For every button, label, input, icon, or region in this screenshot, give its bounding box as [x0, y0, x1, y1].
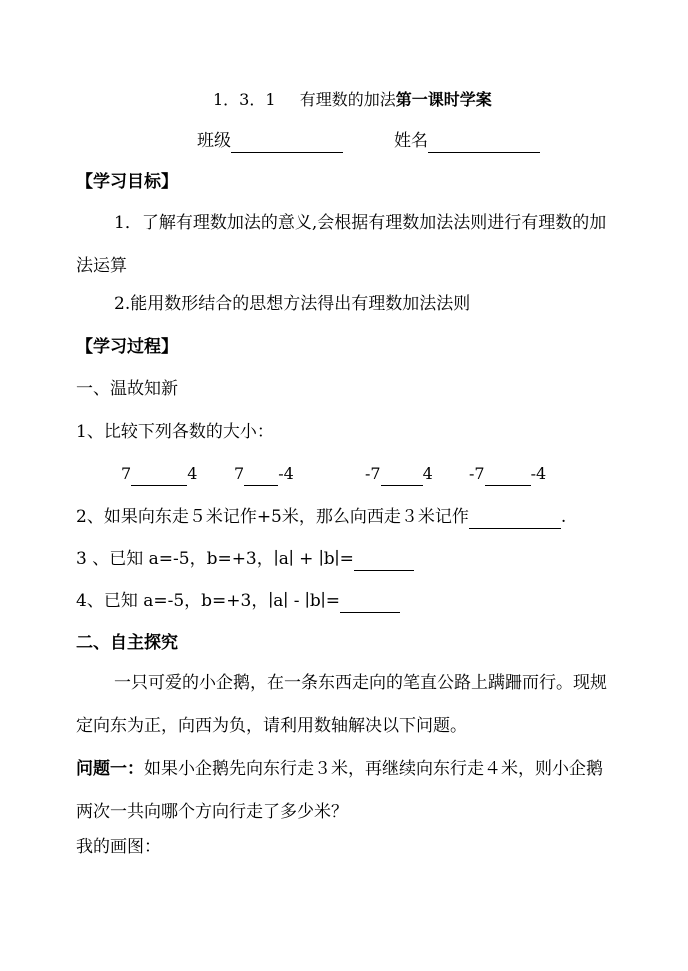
review-question-1: 1、比较下列各数的大小： [76, 422, 274, 442]
review-question-2: 2、如果向东走５米记作+5米，那么向西走３米记作 . [76, 507, 567, 527]
page-title [213, 88, 492, 112]
q2-blank[interactable] [469, 510, 561, 529]
q3-blank[interactable] [354, 552, 414, 571]
compare-item-2: 7 -4 [234, 462, 294, 486]
process-heading: 【学习过程】 [76, 337, 178, 357]
compare-item-4: -7 -4 [469, 462, 546, 486]
review-heading: 一、温故知新 [76, 379, 178, 399]
compare-item-1: 7 4 [121, 462, 197, 486]
goal-item-2: 2.能用数形结合的思想方法得出有理数加法法则 [114, 294, 471, 314]
compare-blank-3[interactable] [381, 467, 423, 486]
review-question-4: 4、已知 a=-5，b=+3，∣a∣ - ∣b∣= [76, 589, 400, 613]
class-blank[interactable] [231, 134, 343, 153]
problem-1 [76, 748, 616, 834]
compare-item-3: -7 4 [365, 462, 433, 486]
goal-item-1: 1．了解有理数加法的意义,会根据有理数加法法则进行有理数的加法运算 [76, 213, 607, 276]
explore-heading: 二、自主探究 [76, 633, 178, 653]
class-field [197, 129, 343, 153]
title-part2: 第一课时学案 [395, 90, 492, 109]
goals-heading: 【学习目标】 [76, 172, 178, 192]
compare-blank-1[interactable] [131, 467, 187, 486]
drawing-label: 我的画图： [76, 837, 161, 857]
explore-paragraph: 一只可爱的小企鹅，在一条东西走向的笔直公路上蹒跚而行。现规定向东为正，向西为负，请利用数轴解决以下问题。 [76, 673, 607, 736]
problem-1-text: 如果小企鹅先向东行走３米，再继续向东行走４米，则小企鹅两次一共向哪个方向行走了多少米？ [76, 759, 603, 822]
title-number: 1．3．1 [213, 90, 276, 109]
class-label: 班级 [197, 131, 231, 151]
review-question-3: 3 、已知 a=-5，b=+3，∣a∣ + ∣b∣= [76, 547, 414, 571]
title-part1: 有理数的加法 [299, 90, 396, 109]
compare-blank-4[interactable] [485, 467, 531, 486]
name-blank[interactable] [428, 134, 540, 153]
q4-blank[interactable] [340, 594, 400, 613]
name-label: 姓名 [394, 131, 428, 151]
problem-1-label: 问题一： [76, 759, 144, 779]
compare-blank-2[interactable] [244, 467, 278, 486]
name-field [394, 129, 540, 153]
